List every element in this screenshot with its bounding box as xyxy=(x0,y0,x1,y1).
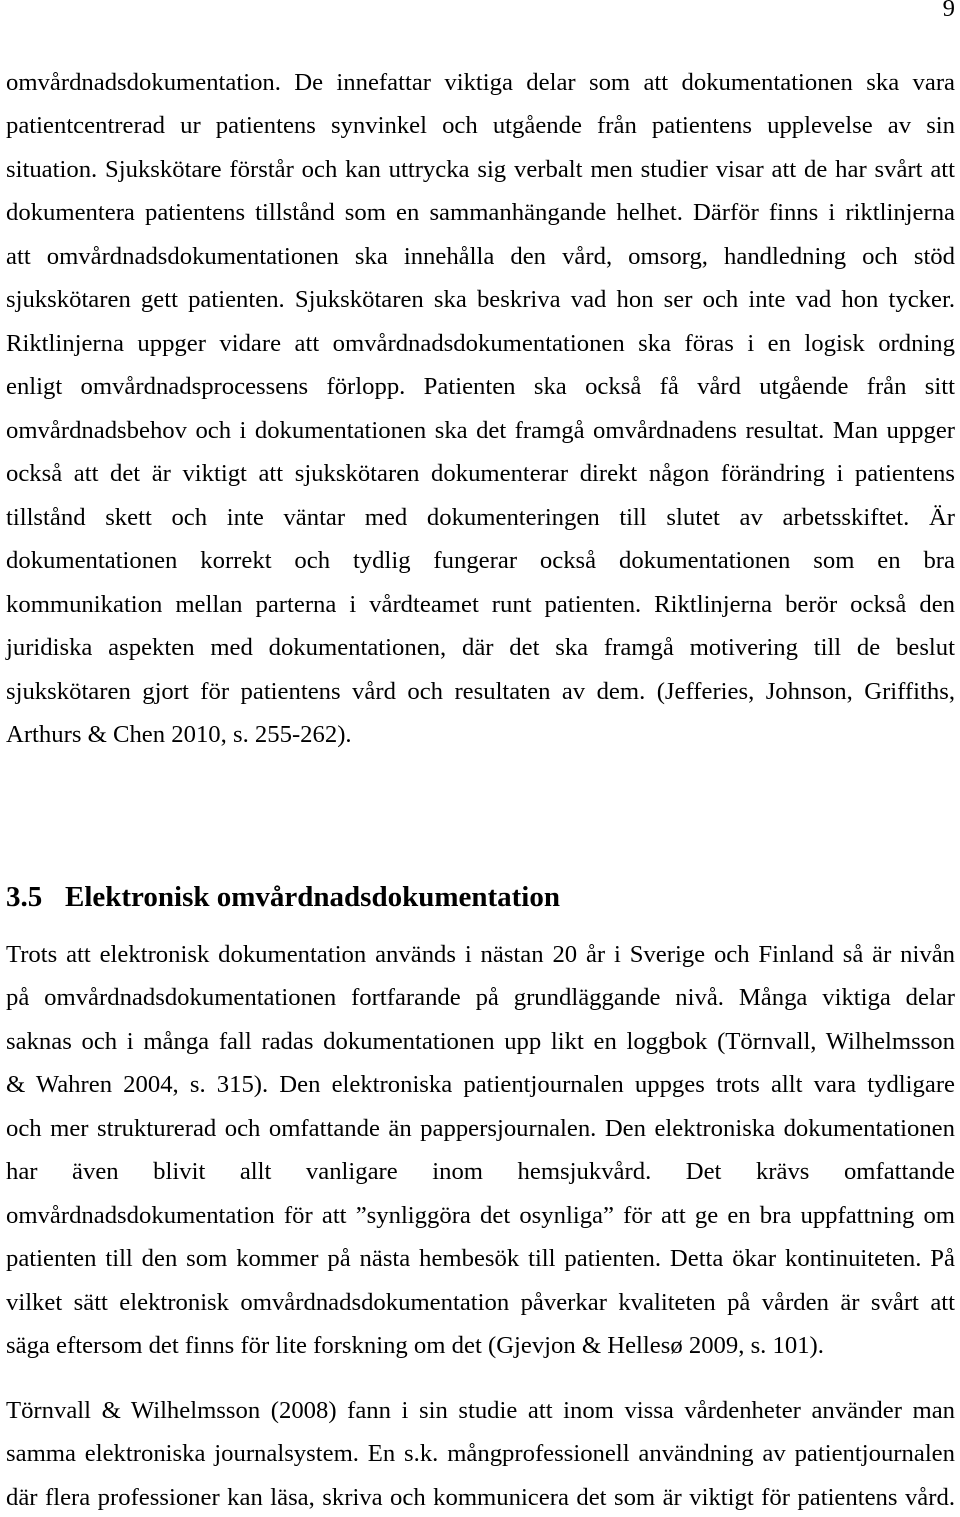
text-line: & Wahren 2004, s. 315). Den elektroniska patientjournalen uppges trots allt vara tydligare xyxy=(6,1071,955,1098)
text-line: Trots att elektronisk dokumentation används i nästan 20 år i Sverige och Finland så är nivån xyxy=(6,940,955,968)
text-line: dokumentera patientens tillstånd som en sammanhängande helhet. Därför finns i riktlinjerna xyxy=(6,199,955,226)
text-line: att omvårdnadsdokumentationen ska innehålla den vård, omsorg, handledning och stöd xyxy=(6,242,955,270)
text-line: Arthurs & Chen 2010, s. 255-262). xyxy=(6,721,352,748)
text-line: också att det är viktigt att sjukskötaren dokumenterar direkt någon förändring i patientens xyxy=(6,460,955,487)
section-heading xyxy=(6,880,955,914)
text-line: sjukskötaren gett patienten. Sjukskötaren ska beskriva vad hon ser och inte vad hon tycker. xyxy=(6,286,955,313)
text-line: patientcentrerad ur patientens synvinkel och utgående från patientens upplevelse av sin xyxy=(6,112,955,139)
text-line: på omvårdnadsdokumentationen fortfarande på grundläggande nivå. Många viktiga delar xyxy=(6,984,955,1011)
text-line: saknas och i många fall radas dokumentationen upp likt en loggbok (Törnvall, Wilhelmsson xyxy=(6,1027,955,1055)
text-line: sjukskötaren gjort för patientens vård och resultaten av dem. (Jefferies, Johnson, Griffiths, xyxy=(6,677,955,705)
text-line: omvårdnadsdokumentation. De innefattar viktiga delar som att dokumentationen ska vara xyxy=(6,68,955,96)
text-line: har även blivit allt vanligare inom hemsjukvård. Det krävs omfattande xyxy=(6,1158,955,1185)
body-paragraph xyxy=(6,69,955,750)
text-line: juridiska aspekten med dokumentationen, där det ska framgå motivering till de beslut xyxy=(6,634,955,661)
text-line: Törnvall & Wilhelmsson (2008) fann i sin studie att inom vissa vårdenheter använder man xyxy=(6,1396,955,1424)
text-line: enligt omvårdnadsprocessens förlopp. Patienten ska också få vård utgående från sitt xyxy=(6,373,955,400)
text-line: där flera professioner kan läsa, skriva och kommunicera det som är viktigt för patientens vård. xyxy=(6,1483,955,1511)
text-line: dokumentationen korrekt och tydlig fungerar också dokumentationen som en bra xyxy=(6,547,955,574)
text-line: omvårdnadsbehov och i dokumentationen ska det framgå omvårdnadens resultat. Man uppger xyxy=(6,416,955,444)
text-line: vilket sätt elektronisk omvårdnadsdokumentation påverkar kvaliteten på vården är svårt att xyxy=(6,1288,955,1316)
text-line: situation. Sjukskötare förstår och kan uttrycka sig verbalt men studier visar att de har svårt att xyxy=(6,155,955,183)
text-line: omvårdnadsdokumentation för att ”synliggöra det osynliga” för att ge en bra uppfattning om xyxy=(6,1201,955,1229)
text-line: Riktlinjerna uppger vidare att omvårdnadsdokumentationen ska föras i en logisk ordning xyxy=(6,329,955,357)
text-line: tillstånd skett och inte väntar med dokumenteringen till slutet av arbetsskiftet. Är xyxy=(6,503,955,531)
section-title: Elektronisk omvårdnadsdokumentation xyxy=(65,881,560,913)
text-line: patienten till den som kommer på nästa hembesök till patienten. Detta ökar kontinuiteten. På xyxy=(6,1245,955,1272)
text-line: samma elektroniska journalsystem. En s.k. mångprofessionell användning av patientjournalen xyxy=(6,1440,955,1467)
body-paragraph xyxy=(6,941,955,1361)
text-line: kommunikation mellan parterna i vårdteamet runt patienten. Riktlinjerna berör också den xyxy=(6,590,955,618)
page-number: 9 xyxy=(942,0,955,22)
text-line: säga eftersom det finns för lite forskning om det (Gjevjon & Hellesø 2009, s. 101). xyxy=(6,1332,824,1359)
body-paragraph xyxy=(6,1397,955,1513)
text-line: och mer strukturerad och omfattande än pappersjournalen. Den elektroniska dokumentationen xyxy=(6,1114,955,1142)
section-number: 3.5 xyxy=(6,881,43,913)
